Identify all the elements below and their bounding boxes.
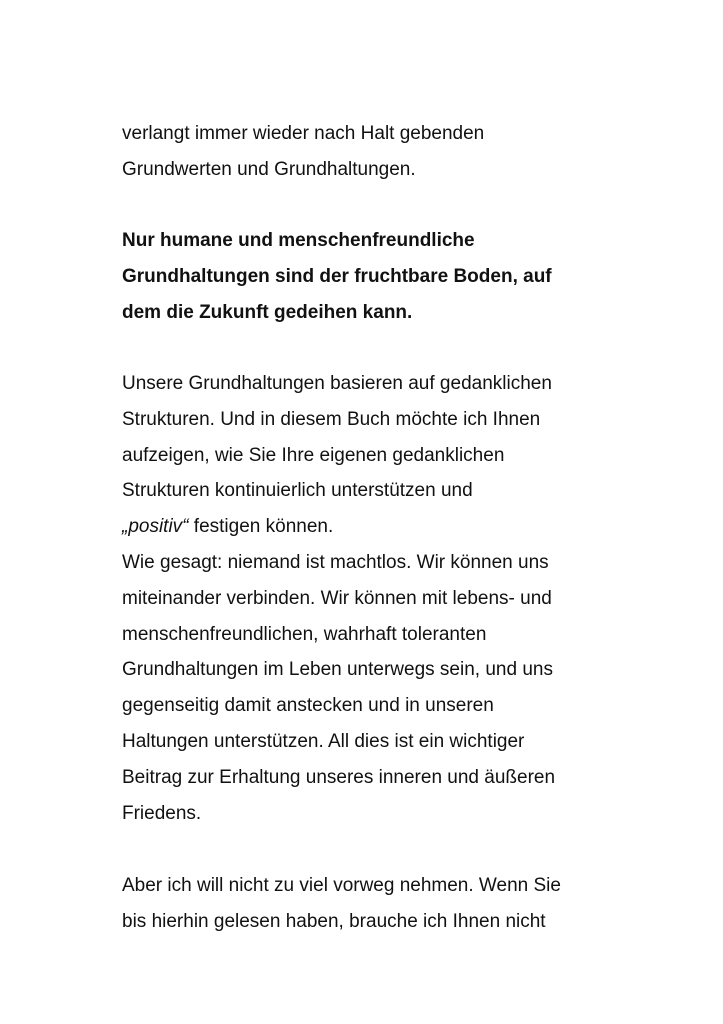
text-line: Unsere Grundhaltungen basieren auf gedanklichen — [122, 373, 552, 394]
text-line: Haltungen unterstützen. All dies ist ein wichtiger — [122, 730, 525, 752]
text-line: miteinander verbinden. Wir können mit lebens- und — [122, 587, 552, 609]
text-line: aufzeigen, wie Sie Ihre eigenen gedanklichen — [122, 444, 505, 466]
paragraph-4 — [122, 868, 622, 940]
text-line: Wie gesagt: niemand ist machtlos. Wir können uns — [122, 551, 549, 573]
text-fragment: festigen können. — [193, 516, 334, 538]
text-line: Beitrag zur Erhaltung unseres inneren und äußeren — [122, 766, 556, 788]
text-line: Strukturen. Und in diesem Buch möchte ich Ihnen — [122, 408, 541, 430]
text-line: Grundhaltungen sind der fruchtbare Boden, auf — [122, 265, 552, 287]
text-line-with-emphasis — [122, 509, 622, 545]
paragraph-3 — [122, 366, 622, 831]
text-line: verlangt immer wieder nach Halt gebenden — [122, 123, 485, 144]
text-line: Nur humane und menschenfreundliche — [122, 230, 475, 251]
text-line: Aber ich will nicht zu viel vorweg nehmen. Wenn Sie — [122, 875, 561, 896]
bold-statement-paragraph — [122, 223, 622, 330]
text-line: Grundwerten und Grundhaltungen. — [122, 158, 416, 180]
paragraph-1 — [122, 116, 622, 188]
text-line: Friedens. — [122, 802, 202, 824]
emphasized-word: „positiv“ — [122, 516, 189, 538]
text-line: gegenseitig damit anstecken und in unseren — [122, 695, 494, 717]
text-line: Grundhaltungen im Leben unterwegs sein, und uns — [122, 659, 553, 681]
text-line: dem die Zukunft gedeihen kann. — [122, 301, 413, 323]
text-line: bis hierhin gelesen haben, brauche ich Ihnen nicht — [122, 910, 546, 932]
text-line: menschenfreundlichen, wahrhaft toleranten — [122, 623, 487, 645]
text-line: Strukturen kontinuierlich unterstützen und — [122, 480, 473, 502]
